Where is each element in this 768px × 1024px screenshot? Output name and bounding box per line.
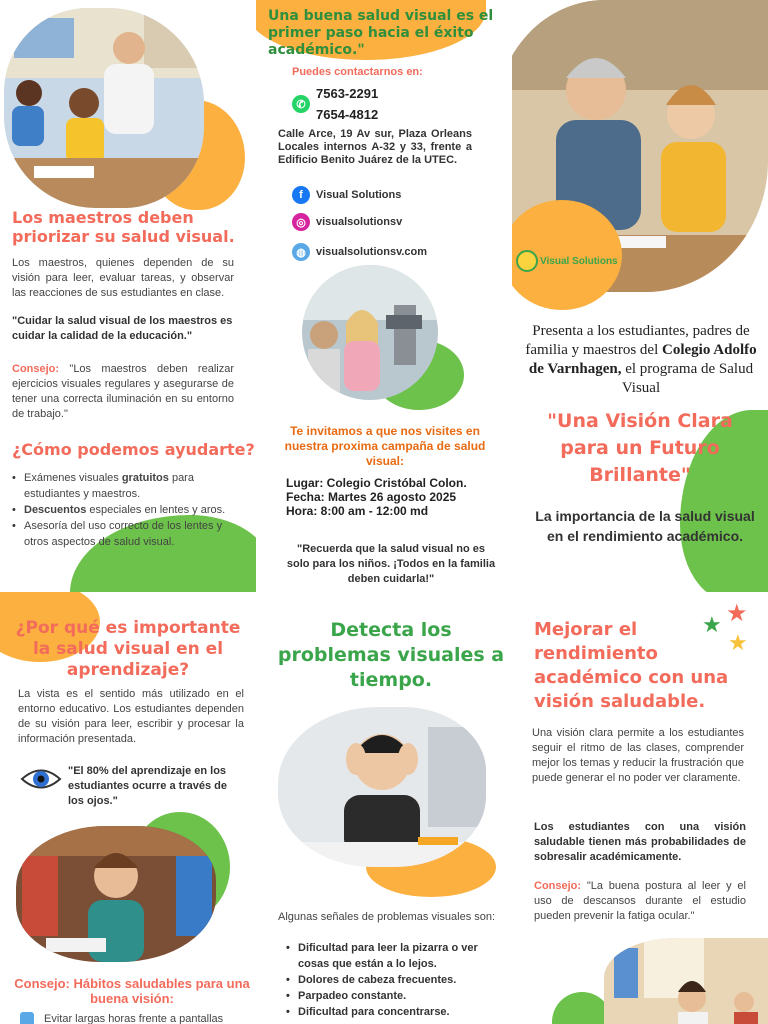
star-icon-green: ★ xyxy=(702,612,722,637)
why-body: La vista es el sentido más utilizado en el entorno educativo. Los estudiantes dependen de su visión para leer, escribir y procesar la información presentada. xyxy=(18,688,244,745)
photo-teacher-classroom xyxy=(4,8,204,208)
list-item: • Dificultad para leer la pizarra o ver cosas que están a lo lejos. xyxy=(286,940,498,972)
performance-tip xyxy=(534,879,746,924)
phone-1[interactable]: 7563-2291 xyxy=(316,86,379,101)
tip-text: "Los maestros deben realizar ejercicios visuales regulares y asegurarse de tener una correcta iluminación en su entorno de trabajo." xyxy=(12,363,234,420)
classroom-students-illustration xyxy=(604,938,768,1024)
instagram-row[interactable] xyxy=(292,213,402,231)
tip-text: "La buena postura al leer y el uso de descansos durante el estudio pueden prevenir la fatiga ocular." xyxy=(534,880,746,922)
phone-2[interactable]: 7654-4812 xyxy=(316,107,379,122)
event-date: Fecha: Martes 26 agosto 2025 xyxy=(286,490,457,504)
why-heading: ¿Por qué es importante la salud visual en el aprendizaje? xyxy=(15,618,241,680)
instagram-icon: ◎ xyxy=(292,213,310,231)
logo-text: Visual Solutions xyxy=(540,255,618,267)
teachers-intro: Los maestros, quienes dependen de su visión para leer, evaluar tareas, y observar las reacciones de sus estudiantes en clase. xyxy=(12,257,234,299)
panel-detect xyxy=(256,592,512,1024)
star-icon-yellow: ★ xyxy=(728,630,748,655)
facebook-row[interactable] xyxy=(292,186,401,204)
child-headache-illustration xyxy=(278,707,486,867)
signs-list xyxy=(286,940,498,1020)
globe-icon: ◍ xyxy=(292,243,310,261)
screen-icon xyxy=(20,1012,34,1024)
instagram-label: visualsolutionsv xyxy=(316,216,403,228)
eye-exam-illustration xyxy=(302,265,438,400)
event-place: Lugar: Colegio Cristóbal Colon. xyxy=(286,476,467,490)
performance-body: Una visión clara permite a los estudiantes seguir el ritmo de las clases, comprender mejor los temas y reducir la frustración que puede generar el no poder ver claramente. xyxy=(532,727,744,784)
panel-why-important xyxy=(0,592,256,1024)
panel-teachers xyxy=(0,0,256,592)
list-item: • Descuentos especiales en lentes y aros. xyxy=(12,502,232,518)
list-item: • Exámenes visuales gratuitos para estudiantes y maestros. xyxy=(12,470,232,502)
reminder-quote: "Recuerda que la salud visual no es solo para los niños. ¡Todos en la familia deben cuidarla!" xyxy=(286,543,496,585)
decor-blob-green xyxy=(552,992,612,1024)
teachers-tip xyxy=(12,362,234,422)
panel-contact xyxy=(256,0,512,592)
tip-label: Consejo: xyxy=(12,363,60,375)
tip-label: Consejo: xyxy=(534,880,582,892)
facebook-icon: f xyxy=(292,186,310,204)
website-row[interactable] xyxy=(292,243,427,261)
habits-heading: Consejo: Hábitos saludables para una buena visión: xyxy=(14,976,250,1006)
panel-performance xyxy=(512,592,768,1024)
help-heading: ¿Cómo podemos ayudarte? xyxy=(12,440,255,459)
star-icon-red: ★ xyxy=(726,600,748,627)
facebook-label: Visual Solutions xyxy=(316,189,402,201)
contact-label: Puedes contactarnos en: xyxy=(292,66,423,78)
website-label: visualsolutionsv.com xyxy=(316,246,428,258)
help-list xyxy=(12,470,232,550)
presenta-text: Presenta a los estudiantes, padres de familia y maestros del Colegio Adolfo de Varnhagen, el programa de Salud Visual xyxy=(525,323,757,396)
event-time: Hora: 8:00 am - 12:00 md xyxy=(286,504,429,518)
cover-subtitle: La importancia de la salud visual en el rendimiento académico. xyxy=(535,508,755,544)
cover-title: "Una Visión Clara para un Futuro Brillante" xyxy=(547,410,733,486)
performance-heading: Mejorar el rendimiento académico con una visión saludable. xyxy=(534,619,729,712)
photo-child-headache xyxy=(278,707,486,867)
signs-intro: Algunas señales de problemas visuales son: xyxy=(278,911,496,923)
habit-item: Evitar largas horas frente a pantallas xyxy=(20,1012,223,1024)
classroom-illustration xyxy=(4,8,204,208)
student-illustration xyxy=(16,826,216,962)
photo-eye-exam xyxy=(302,265,438,400)
panel-cover xyxy=(512,0,768,592)
performance-statement: Los estudiantes con una visión saludable tienen más probabilidades de sobresalir académicamente. xyxy=(534,821,746,863)
logo-eye-icon xyxy=(516,250,538,272)
brand-logo xyxy=(516,250,618,272)
whatsapp-icon: ✆ xyxy=(292,95,310,113)
list-item: • Asesoría del uso correcto de los lentes y otros aspectos de salud visual. xyxy=(12,518,232,550)
photo-student-library xyxy=(16,826,216,962)
list-item: • Dificultad para concentrarse. xyxy=(286,1004,498,1020)
teachers-heading: Los maestros deben priorizar su salud visual. xyxy=(12,208,235,246)
slogan-text: Una buena salud visual es el primer paso hacia el éxito académico." xyxy=(268,8,494,58)
invite-text: Te invitamos a que nos visites en nuestra proxima campaña de salud visual: xyxy=(284,424,486,468)
list-item: • Parpadeo constante. xyxy=(286,988,498,1004)
teachers-quote: "Cuidar la salud visual de los maestros es cuidar la calidad de la educación." xyxy=(12,315,233,342)
photo-classroom-students xyxy=(604,938,768,1024)
address-text: Calle Arce, 19 Av sur, Plaza Orleans Locales internos A-32 y 33, frente a Edificio Benito Juárez de la UTEC. xyxy=(278,128,472,166)
detect-heading: Detecta los problemas visuales a tiempo. xyxy=(277,619,505,691)
stat-quote: "El 80% del aprendizaje en los estudiantes ocurre a través de los ojos." xyxy=(68,765,227,807)
eye-icon xyxy=(20,766,62,792)
list-item: • Dolores de cabeza frecuentes. xyxy=(286,972,498,988)
